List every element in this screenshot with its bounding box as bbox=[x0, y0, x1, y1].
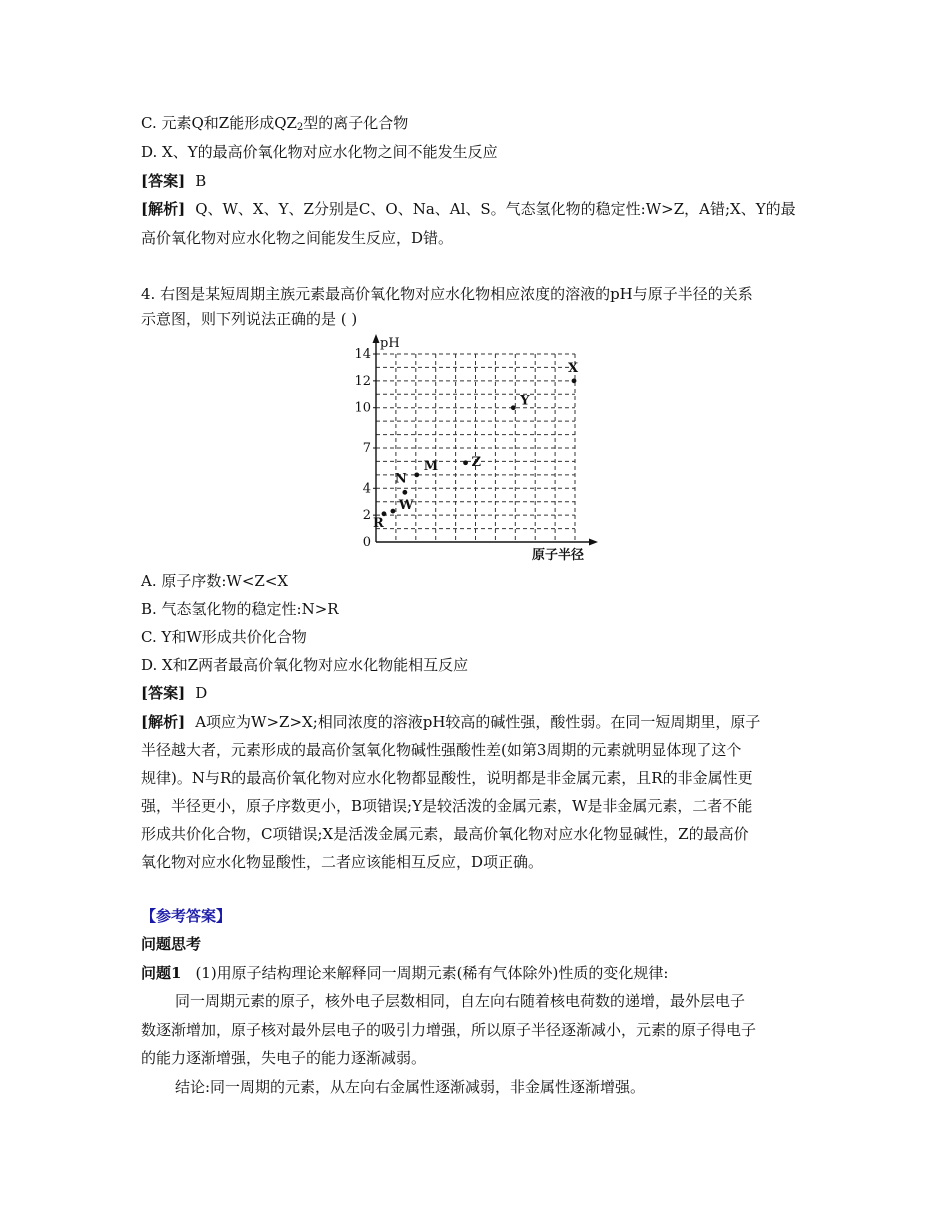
data-point-z bbox=[463, 460, 468, 465]
data-point-n bbox=[402, 490, 407, 495]
point-label-z: Z bbox=[471, 454, 482, 470]
q4-option-b: B. 气态氢化物的稳定性:N>R bbox=[141, 600, 339, 618]
q4-stem-line-1: 4. 右图是某短周期主族元素最高价氧化物对应水化物相应浓度的溶液的pH与原子半径的关系 bbox=[141, 285, 753, 303]
y-axis-arrow bbox=[373, 334, 380, 343]
q4-option-c: C. Y和W形成共价化合物 bbox=[141, 628, 307, 646]
y-tick-label: 10 bbox=[354, 400, 371, 416]
y-tick-label: 7 bbox=[362, 441, 371, 456]
paragraph-1-line-3: 的能力逐渐增强，失电子的能力逐渐减弱。 bbox=[141, 1049, 427, 1067]
paragraph-1-line-2: 数逐渐增加，原子核对最外层电子的吸引力增强，所以原子半径逐渐减小，元素的原子得电子 bbox=[141, 1021, 757, 1039]
y-tick-label: 0 bbox=[362, 535, 371, 550]
point-label-r: R bbox=[372, 515, 384, 531]
data-point-w bbox=[391, 509, 396, 514]
y-axis-label: pH bbox=[380, 336, 400, 351]
q3-option-d: D. X、Y的最高价氧化物对应水化物之间不能发生反应 bbox=[141, 143, 498, 161]
point-label-w: W bbox=[398, 498, 414, 514]
reference-subheading: 问题思考 bbox=[141, 935, 202, 953]
conclusion: 结论:同一周期的元素，从左向右金属性逐渐减弱，非金属性逐渐增强。 bbox=[175, 1078, 646, 1096]
answer-label: [答案] bbox=[141, 684, 186, 702]
q3-option-c: C. 元素Q和Z能形成$QZ_2$型的离子化合物 bbox=[141, 114, 409, 133]
q4-analysis-line-4: 强，半径更小，原子序数更小，B项错误;Y是较活泼的金属元素，W是非金属元素，二者不能 bbox=[141, 797, 753, 815]
y-tick-label: 14 bbox=[354, 347, 371, 362]
answer-label: [答案] bbox=[141, 172, 186, 190]
q4-stem-line-2: 示意图，则下列说法正确的是 ( ) bbox=[141, 310, 358, 328]
q4-option-a: A. 原子序数:W<Z<X bbox=[141, 572, 289, 590]
y-tick-label: 2 bbox=[362, 508, 371, 524]
point-label-n: N bbox=[394, 471, 407, 487]
point-label-x: X bbox=[568, 360, 579, 376]
q4-option-d: D. X和Z两者最高价氧化物对应水化物能相互反应 bbox=[141, 656, 469, 674]
data-point-m bbox=[414, 472, 419, 477]
point-label-m: M bbox=[423, 458, 439, 474]
data-point-y bbox=[511, 405, 516, 410]
question-1: 问题1 (1)用原子结构理论来解释同一周期元素(稀有气体除外)性质的变化规律: bbox=[141, 964, 669, 982]
paragraph-1-line-1: 同一周期元素的原子，核外电子层数相同，自左向右随着核电荷数的递增，最外层电子 bbox=[175, 992, 746, 1010]
q4-analysis-line-3: 规律)。N与R的最高价氧化物对应水化物都显酸性，说明都是非金属元素，且R的非金属性更 bbox=[141, 769, 753, 787]
q4-analysis-line-1: [解析] A项应为W>Z>X;相同浓度的溶液pH较高的碱性强，酸性弱。在同一短周期里，原子 bbox=[141, 713, 761, 731]
question-1-label: 问题1 bbox=[141, 964, 182, 982]
analysis-label: [解析] bbox=[141, 713, 186, 731]
q3-answer: [答案] B bbox=[141, 172, 207, 190]
q4-analysis-line-6: 氧化物对应水化物显酸性，二者应该能相互反应，D项正确。 bbox=[141, 853, 544, 871]
q4-analysis-line-5: 形成共价化合物，C项错误;X是活泼金属元素，最高价氧化物对应水化物显碱性，Z的最高价 bbox=[141, 825, 749, 843]
q3-analysis-line-2: 高价氧化物对应水化物之间能发生反应，D错。 bbox=[141, 229, 454, 247]
q4-analysis-line-2: 半径越大者，元素形成的最高价氢氧化物碱性强酸性差(如第3周期的元素就明显体现了这个 bbox=[141, 741, 742, 759]
point-label-y: Y bbox=[520, 393, 530, 409]
analysis-label: [解析] bbox=[141, 200, 186, 218]
reference-heading: 【参考答案】 bbox=[141, 907, 232, 925]
q4-answer: [答案] D bbox=[141, 684, 208, 702]
q3-analysis-line-1: [解析] Q、W、X、Y、Z分别是C、O、Na、Al、S。气态氢化物的稳定性:W>Z，A错;X、Y的最 bbox=[141, 200, 796, 218]
x-axis-label: 原子半径 bbox=[532, 548, 585, 563]
ph-radius-chart bbox=[338, 332, 600, 564]
x-axis-arrow bbox=[589, 539, 598, 546]
data-point-x bbox=[572, 378, 577, 383]
y-tick-label: 4 bbox=[362, 481, 371, 497]
y-tick-label: 12 bbox=[354, 373, 371, 389]
